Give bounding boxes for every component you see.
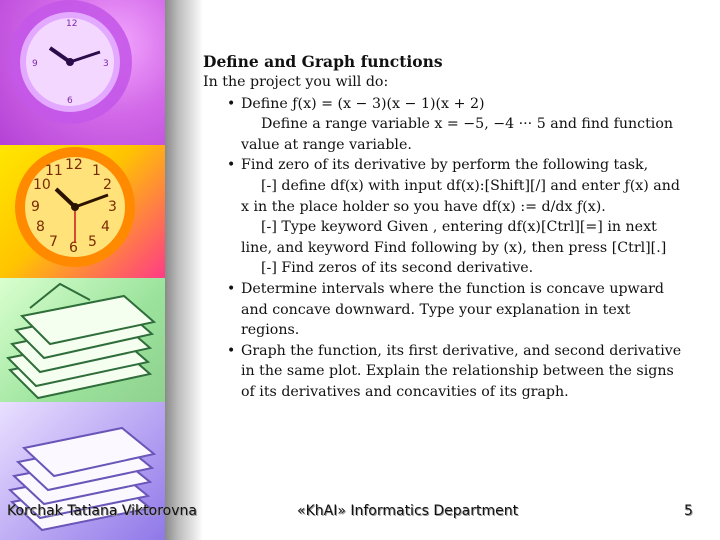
papers-icon (0, 278, 165, 402)
task-main: Define ƒ(x) = (x − 3)(x − 1)(x + 2) (241, 95, 485, 112)
svg-text:8: 8 (36, 219, 45, 235)
papers-photo-green (0, 278, 165, 402)
task-sub: [-] define df(x) with input df(x):[Shift][/] and enter ƒ(x) and x in the place holder so you have df(x) := d/dx ƒ(x). (241, 177, 680, 215)
task-main: Determine intervals where the function is concave upward and concave downward. Type your explanation in text regions. (241, 280, 665, 339)
svg-text:10: 10 (33, 177, 51, 193)
slide-footer (0, 500, 720, 524)
page-number: 5 (684, 503, 693, 519)
decorative-photo-strip (0, 0, 165, 540)
task-item (203, 155, 690, 279)
clock-photo-purple (0, 0, 165, 145)
slide-title: Define and Graph functions (203, 52, 443, 71)
slide-intro: In the project you will do: (203, 74, 389, 90)
footer-department: «KhAI» Informatics Department (297, 503, 519, 519)
svg-text:3: 3 (103, 59, 109, 69)
svg-text:9: 9 (31, 199, 40, 215)
clock-icon (0, 0, 165, 145)
svg-text:11: 11 (45, 163, 63, 179)
shadow-divider (165, 0, 203, 540)
clock-photo-orange (0, 145, 165, 278)
svg-text:3: 3 (108, 199, 117, 215)
svg-text:9: 9 (32, 59, 38, 69)
task-sub: [-] Type keyword Given , entering df(x)[Ctrl][=] in next line, and keyword Find following by (x), then press [Ctrl][.] (241, 219, 667, 256)
svg-text:6: 6 (69, 240, 78, 256)
svg-text:4: 4 (101, 219, 110, 235)
svg-text:1: 1 (92, 163, 101, 179)
svg-text:6: 6 (67, 96, 73, 106)
footer-author: Korchak Tatiana Viktorovna (7, 503, 197, 519)
svg-text:2: 2 (103, 177, 112, 193)
task-main: Find zero of its derivative by perform the following task, (241, 157, 649, 174)
slide-body (203, 52, 690, 450)
task-main: Graph the function, its first derivative, and second derivative in the same plot. Explain the relationship between the signs of its derivatives and concavities of its graph. (241, 342, 682, 400)
task-item (203, 94, 690, 156)
task-sub: Define a range variable x = −5, −4 ··· 5 and find function value at range variable. (241, 116, 673, 153)
task-item (203, 341, 690, 403)
task-item (203, 279, 690, 341)
svg-text:12: 12 (66, 19, 78, 29)
svg-text:5: 5 (88, 234, 97, 250)
clock-icon (0, 145, 165, 278)
svg-text:7: 7 (49, 234, 58, 250)
task-list (203, 94, 690, 403)
task-sub: [-] Find zeros of its second derivative. (261, 260, 534, 277)
svg-text:12: 12 (65, 157, 83, 173)
